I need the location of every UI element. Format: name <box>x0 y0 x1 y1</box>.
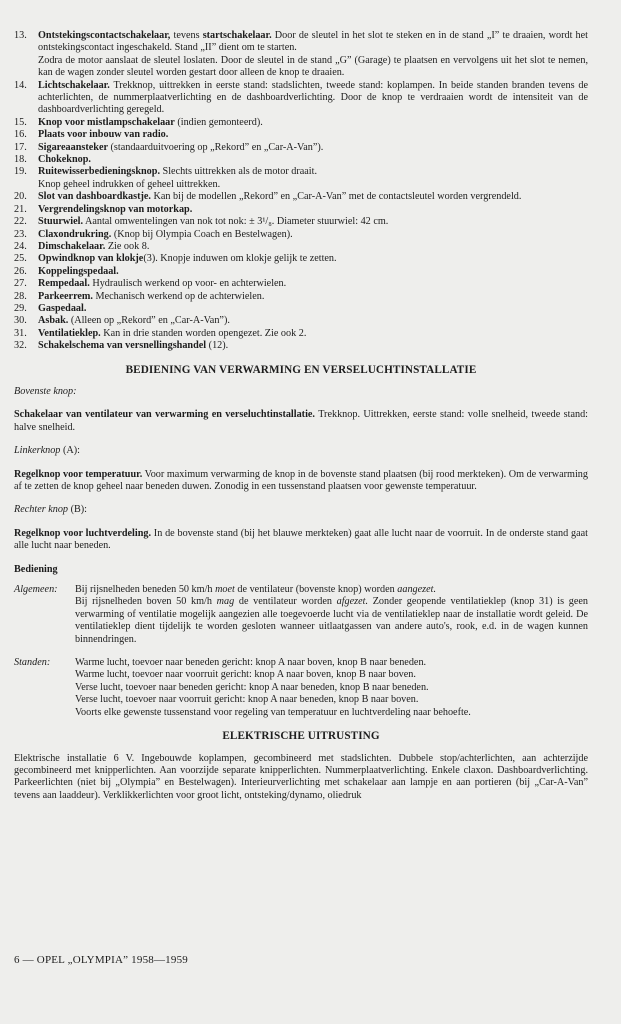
paragraph-title: Regelknop voor luchtverdeling. <box>14 527 151 539</box>
item-connector: tevens <box>170 30 203 41</box>
item-text <box>38 80 588 117</box>
item-description: Kan bij de modellen „Rekord” en „Car-A-Van” met de contactsleutel worden vergrendeld. <box>150 191 522 203</box>
item-text <box>38 253 588 265</box>
item-number: 17. <box>14 141 27 153</box>
list-item <box>14 340 588 352</box>
item-title: Opwindknop van klokje <box>38 253 144 265</box>
item-number: 22. <box>14 216 27 228</box>
item-title: Stuurwiel. <box>38 216 83 228</box>
paragraph-electrical: Elektrische installatie 6 V. Ingebouwde koplampen, gecombineerd met stadslichten. Dubbele stop/achterlichten, aan achterzijde gecombineerd met knipperlichten. Aan voorzijde separate knipperlichten. Nummerplaatverlichting. Enkele claxon. Dashboardverlichting. Parkeerlichten (niet bij „Olympia” en Bestelwagen). Interieurverlichting met schakelaar aan lampje en aan portieren (bij „Car-A-Van” tevens aan laaddeur). Verklikkerlichten voor groot licht, ontsteking/dynamo, oliedruk <box>14 752 588 801</box>
item-number: 26. <box>14 265 27 277</box>
list-item <box>14 303 588 315</box>
item-text <box>38 30 588 80</box>
item-description: (Alleen op „Rekord” en „Car-A-Van”). <box>68 315 230 327</box>
item-description-2: Zodra de motor aanslaat de sleutel loslaten. Door de sleutel in de stand „G” (Garage) te plaatsen en vervolgens uit het slot te nemen, kan de wagen zonder sleutel worden gestart door alleen de knop te draaien. <box>38 54 588 79</box>
item-number: 21. <box>14 203 27 215</box>
item-number: 15. <box>14 116 27 128</box>
paragraph-text: Trekknop. Uittrekken, eerste stand: volle snelheid, tweede stand: halve snelheid. <box>14 409 589 433</box>
item-title: Gaspedaal. <box>38 302 87 314</box>
item-text <box>38 191 588 203</box>
item-title: Asbak. <box>38 315 69 327</box>
item-text <box>38 328 588 340</box>
text-run: Bij rijsnelheden boven 50 km/h <box>75 596 217 608</box>
paragraph-top-knob <box>14 409 588 434</box>
item-title: Chokeknop. <box>38 154 91 166</box>
position-line: Voorts elke gewenste tussenstand voor regeling van temperatuur en luchtverdeling naar behoefte. <box>75 706 471 718</box>
text-run: de ventilateur worden <box>234 596 337 608</box>
item-title: Knop voor mistlampschakelaar <box>38 116 175 128</box>
list-item <box>14 216 588 228</box>
label-text: Linkerknop <box>14 445 61 457</box>
item-description: (indien gemonteerd). <box>174 116 263 128</box>
item-number: 28. <box>14 290 27 302</box>
item-description-2: Knop geheel indrukken of geheel uittrekken. <box>38 178 221 190</box>
item-description: (12). <box>206 340 229 352</box>
item-number: 25. <box>14 253 27 265</box>
list-item <box>14 241 588 253</box>
item-description: Zie ook 8. <box>105 240 150 252</box>
label-left-knob <box>14 445 588 457</box>
position-line: Warme lucht, toevoer naar beneden gericht: knop A naar boven, knop B naar beneden. <box>75 657 427 669</box>
definition-term: Algemeen: <box>14 584 58 596</box>
item-number: 30. <box>14 315 27 327</box>
label-top-knob: Bovenste knop: <box>14 385 77 397</box>
item-text <box>38 204 588 216</box>
emphasis: mag <box>216 596 235 608</box>
position-line: Warme lucht, toevoer naar voorruit gericht: knop A naar boven, knop B naar boven. <box>75 669 416 681</box>
label-suffix: (A): <box>60 445 80 457</box>
definition-description <box>75 584 588 646</box>
item-description: Aantal omwentelingen van nok tot nok: ± 3¹/₈. Diameter stuurwiel: 42 cm. <box>83 216 389 228</box>
list-item <box>14 80 588 117</box>
item-title: Lichtschakelaar. <box>38 79 110 91</box>
item-description: (Knop bij Olympia Coach en Bestelwagen). <box>111 228 293 240</box>
item-text <box>38 229 588 241</box>
item-text <box>38 216 588 228</box>
item-number: 23. <box>14 228 27 240</box>
position-line: Verse lucht, toevoer naar beneden gericht: knop A naar beneden, knop B naar beneden. <box>75 681 429 693</box>
item-text <box>38 166 588 191</box>
list-item <box>14 142 588 154</box>
item-title: Slot van dashboardkastje. <box>38 191 151 203</box>
emphasis: afgezet. <box>336 596 369 608</box>
list-item <box>14 191 588 203</box>
item-title: Koppelingspedaal. <box>38 265 119 277</box>
page-content <box>14 30 588 813</box>
item-text <box>38 291 588 303</box>
item-title: Ruitewisserbedieningsknop. <box>38 166 160 178</box>
paragraph-title: Regelknop voor temperatuur. <box>14 468 143 480</box>
item-title: Ontstekingscontactschakelaar, <box>38 30 171 41</box>
item-number: 13. <box>14 30 27 41</box>
item-title: Vergrendelingsknop van motorkap. <box>38 203 193 215</box>
item-description: Slechts uittrekken als de motor draait. <box>160 166 318 178</box>
item-number: 14. <box>14 79 27 91</box>
item-number: 31. <box>14 327 27 339</box>
paragraph-text: In de bovenste stand (bij het blauwe merkteken) gaat alle lucht naar de voorruit. In de onderste stand gaat alle lucht naar beneden. <box>14 527 588 552</box>
paragraph-left-knob <box>14 469 588 494</box>
item-text <box>38 315 588 327</box>
section-heading-electrical: ELEKTRISCHE UITRUSTING <box>222 730 380 743</box>
item-text <box>38 303 588 315</box>
item-number: 27. <box>14 278 27 290</box>
item-description: Kan in drie standen worden opengezet. Zie ook 2. <box>100 327 307 339</box>
list-item <box>14 166 588 191</box>
item-description: (standaarduitvoering op „Rekord” en „Car-A-Van”). <box>107 141 324 153</box>
list-item <box>14 315 588 327</box>
text-run: Zonder geopende ventilatieklep (knop 31) is geen verwarming of ventilatie mogelijk aangezien alle toegevoerde lucht via de ventilatieklep naar de installatie wordt geleid. De ventilatieklep dient tijdelijk te worden gesloten wanneer uitlaatgassen van andere auto's, rook, e.d. in de wagen kunnen binnendringen. <box>75 596 588 645</box>
item-text <box>38 278 588 290</box>
definition-positions <box>14 657 588 719</box>
item-text <box>38 154 588 166</box>
label-right-knob <box>14 504 588 516</box>
list-item <box>14 129 588 141</box>
text-run: de ventilateur (bovenste knop) worden <box>234 584 398 596</box>
list-item <box>14 154 588 166</box>
item-description: (3). Knopje induwen om klokje gelijk te zetten. <box>143 253 337 265</box>
item-description: Door de sleutel in het slot te steken en in de stand „I” te draaien, wordt het ontstekingscontact ingeschakeld. Stand „II” dient om te starten. <box>38 30 588 54</box>
item-title: Rempedaal. <box>38 278 90 290</box>
label-suffix: (B): <box>68 504 87 516</box>
subheading-bediening: Bediening <box>14 563 58 575</box>
item-number: 29. <box>14 302 27 314</box>
item-number: 32. <box>14 340 27 352</box>
paragraph-right-knob <box>14 528 588 553</box>
list-item <box>14 291 588 303</box>
list-item <box>14 328 588 340</box>
item-number: 19. <box>14 166 27 178</box>
position-line: Verse lucht, toevoer naar voorruit gericht: knop A naar beneden, knop B naar boven. <box>75 694 419 706</box>
item-description: Mechanisch werkend op de achterwielen. <box>92 290 265 302</box>
item-description: Hydraulisch werkend op voor- en achterwielen. <box>89 278 287 290</box>
item-title: Plaats voor inbouw van radio. <box>38 129 169 141</box>
list-item <box>14 30 588 80</box>
list-item <box>14 278 588 290</box>
text-run: Bij rijsnelheden beneden 50 km/h <box>75 584 216 596</box>
emphasis: moet <box>215 584 235 596</box>
list-item <box>14 117 588 129</box>
definition-description <box>75 657 588 719</box>
list-item <box>14 204 588 216</box>
item-text <box>38 117 588 129</box>
item-title: Parkeerrem. <box>38 290 93 302</box>
paragraph-title: Schakelaar van ventilateur van verwarming en verseluchtinstallatie. <box>14 409 315 421</box>
item-title: Schakelschema van versnellingshandel <box>38 340 207 352</box>
item-text <box>38 241 588 253</box>
item-description: Trekknop, uittrekken in eerste stand: stadslichten, tweede stand: koplampen. In beide standen branden tevens de achterlichten, de nummerplaatverlichting en de dashboardverlichting. Door de knop te verdraaien wordt de intensiteit van de dashboardverlichting geregeld. <box>38 79 588 116</box>
definition-term: Standen: <box>14 657 51 669</box>
item-text <box>38 340 588 352</box>
item-number: 24. <box>14 240 27 252</box>
item-number: 16. <box>14 129 27 141</box>
label-text: Rechter knop <box>14 504 69 516</box>
list-item <box>14 229 588 241</box>
numbered-list <box>14 30 588 353</box>
item-number: 18. <box>14 154 27 166</box>
list-item <box>14 253 588 265</box>
item-title: Claxondrukring. <box>38 228 112 240</box>
definition-general <box>14 584 588 646</box>
item-text <box>38 266 588 278</box>
item-title-2: startschakelaar. <box>202 30 272 41</box>
item-text <box>38 142 588 154</box>
paragraph-text: Voor maximum verwarming de knop in de bovenste stand plaatsen (bij rood merkteken). Om de verwarming af te zetten de knop geheel naar beneden duwen. Zonodig in een tussenstand plaatsen voor gewenste temperatuur. <box>14 468 588 492</box>
item-number: 20. <box>14 191 27 203</box>
section-heading-heating: BEDIENING VAN VERWARMING EN VERSELUCHTINSTALLATIE <box>125 363 477 376</box>
list-item <box>14 266 588 278</box>
item-text <box>38 129 588 141</box>
item-title: Ventilatieklep. <box>38 327 101 339</box>
item-title: Dimschakelaar. <box>38 240 106 252</box>
page-footer: 6 — OPEL „OLYMPIA” 1958—1959 <box>14 954 188 966</box>
emphasis: aangezet. <box>397 584 437 596</box>
item-title: Sigareaansteker <box>38 141 108 153</box>
